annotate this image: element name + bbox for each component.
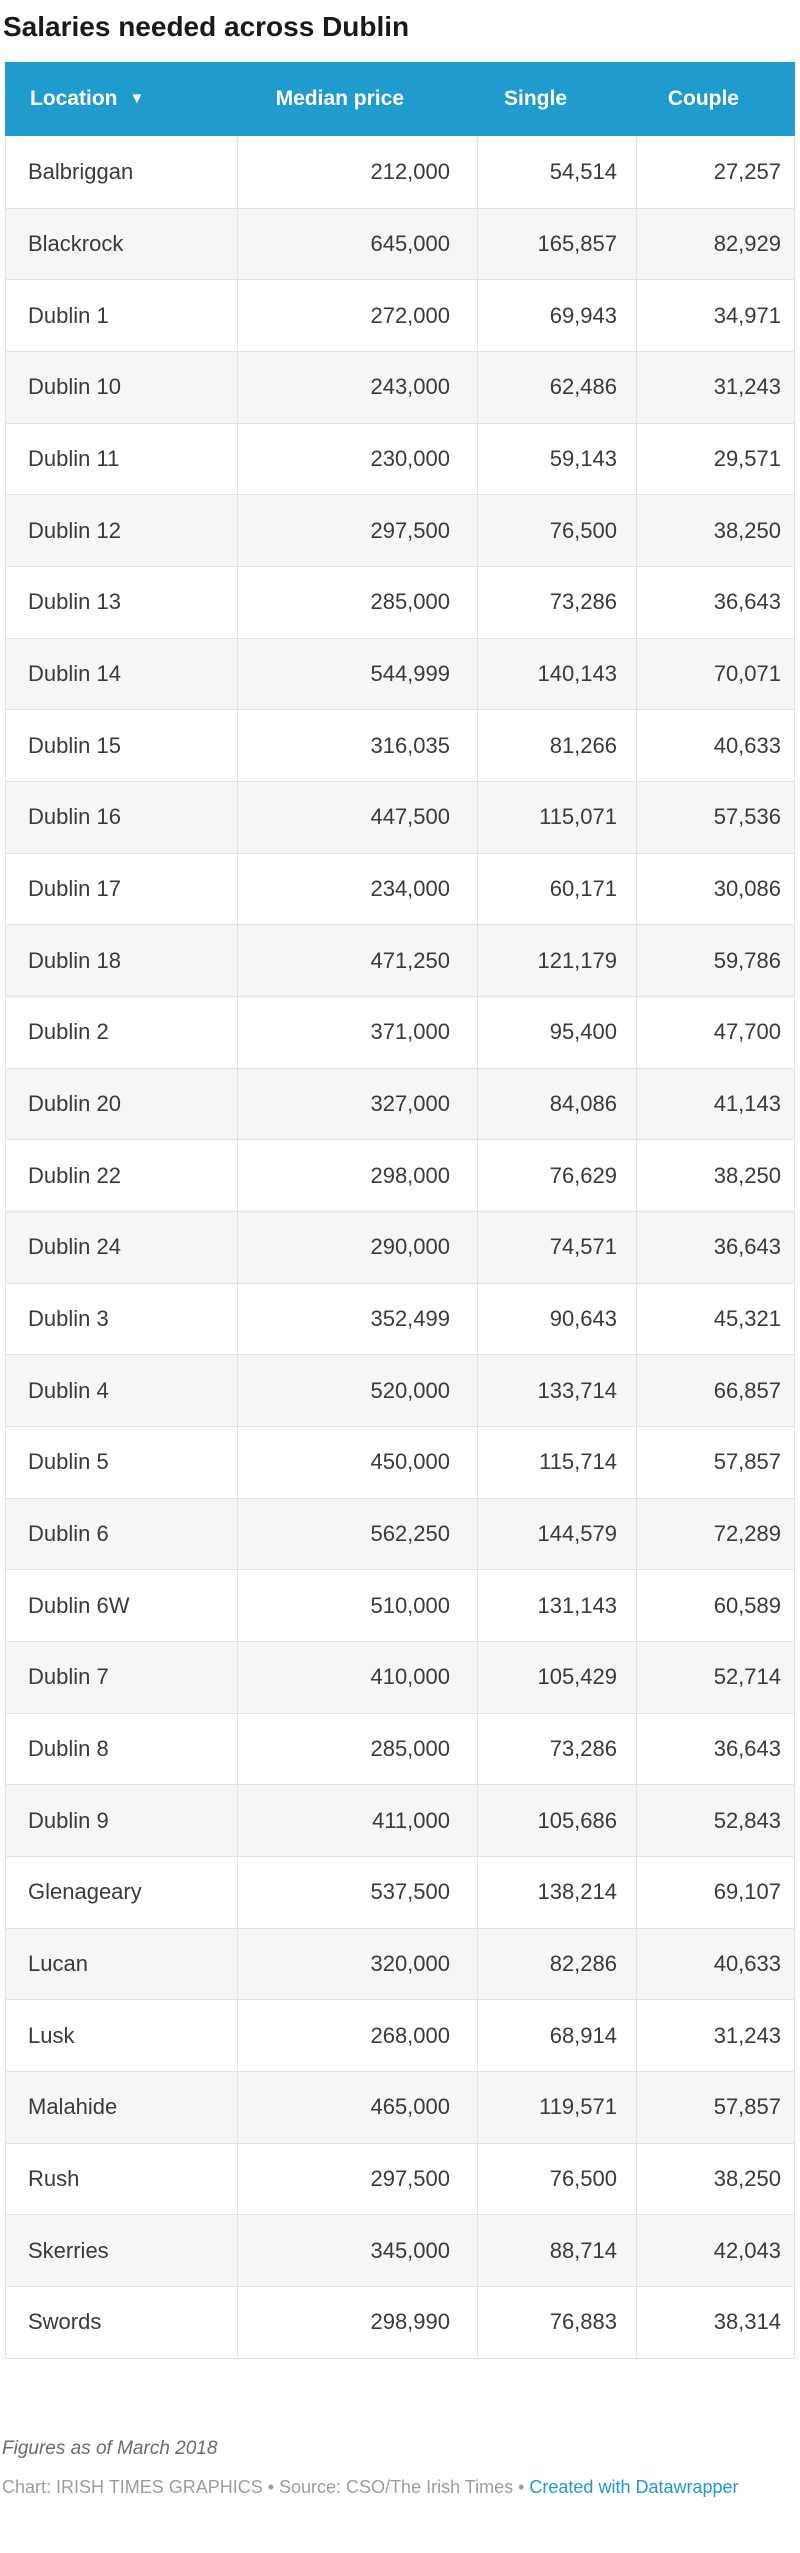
cell-couple: 30,086 xyxy=(713,876,781,902)
table-row xyxy=(6,996,794,1068)
cell-couple: 36,643 xyxy=(713,1736,781,1762)
table-header-row xyxy=(5,62,795,136)
cell-single: 144,579 xyxy=(478,1499,637,1570)
table-row xyxy=(6,494,794,566)
cell-median-price: 320,000 xyxy=(238,1929,478,2000)
cell-couple: 52,714 xyxy=(713,1664,781,1690)
cell-median-price: 316,035 xyxy=(238,710,478,781)
cell-location: Dublin 3 xyxy=(6,1284,238,1355)
cell-location: Dublin 17 xyxy=(6,854,238,925)
table-row xyxy=(6,1139,794,1211)
cell-median-price: 212,000 xyxy=(238,136,478,208)
cell-location: Skerries xyxy=(6,2215,238,2286)
datawrapper-link[interactable]: Created with Datawrapper xyxy=(529,2476,739,2497)
cell-couple: 45,321 xyxy=(713,1306,781,1332)
table-row xyxy=(6,351,794,423)
cell-single: 90,643 xyxy=(478,1284,637,1355)
cell-median-price: 562,250 xyxy=(238,1499,478,1570)
table-row xyxy=(6,208,794,280)
cell-location: Malahide xyxy=(6,2072,238,2143)
cell-location: Dublin 1 xyxy=(6,280,238,351)
cell-location: Dublin 16 xyxy=(6,782,238,853)
cell-single: 68,914 xyxy=(478,2000,637,2071)
cell-median-price: 298,000 xyxy=(238,1140,478,1211)
cell-single: 74,571 xyxy=(478,1212,637,1283)
cell-couple: 41,143 xyxy=(713,1091,781,1117)
table-row xyxy=(6,1713,794,1785)
cell-location: Dublin 6 xyxy=(6,1499,238,1570)
cell-median-price: 285,000 xyxy=(238,1714,478,1785)
salaries-table xyxy=(5,62,795,2359)
column-header-location[interactable] xyxy=(5,87,238,111)
cell-location: Dublin 5 xyxy=(6,1427,238,1498)
table-row xyxy=(6,1999,794,2071)
cell-median-price: 290,000 xyxy=(238,1212,478,1283)
table-row xyxy=(6,781,794,853)
cell-location: Dublin 10 xyxy=(6,352,238,423)
cell-location: Dublin 12 xyxy=(6,495,238,566)
cell-median-price: 410,000 xyxy=(238,1642,478,1713)
table-row xyxy=(6,279,794,351)
cell-couple: 72,289 xyxy=(713,1521,781,1547)
cell-couple: 60,589 xyxy=(713,1592,781,1618)
cell-single: 138,214 xyxy=(478,1857,637,1928)
table-row xyxy=(6,1784,794,1856)
cell-median-price: 230,000 xyxy=(238,424,478,495)
column-header-single[interactable]: Single xyxy=(503,87,567,110)
cell-couple: 52,843 xyxy=(713,1807,781,1833)
sort-desc-icon[interactable]: ▼ xyxy=(129,90,145,107)
cell-couple: 31,243 xyxy=(713,2022,781,2048)
table-row xyxy=(6,1498,794,1570)
cell-single: 105,429 xyxy=(478,1642,637,1713)
datawrapper-table-chart xyxy=(0,10,800,2501)
footnote: Figures as of March 2018 xyxy=(2,2437,218,2459)
cell-couple: 27,257 xyxy=(713,158,781,184)
cell-couple: 40,633 xyxy=(713,1951,781,1977)
cell-single: 60,171 xyxy=(478,854,637,925)
table-row xyxy=(6,566,794,638)
table-row xyxy=(6,2286,794,2358)
cell-couple: 57,857 xyxy=(713,2094,781,2120)
table-row xyxy=(6,638,794,710)
chart-footer xyxy=(2,2437,782,2501)
table-row xyxy=(6,1641,794,1713)
table-row xyxy=(6,1856,794,1928)
cell-median-price: 298,990 xyxy=(238,2287,478,2358)
cell-single: 73,286 xyxy=(478,1714,637,1785)
cell-couple: 36,643 xyxy=(713,589,781,615)
cell-location: Dublin 15 xyxy=(6,710,238,781)
cell-location: Glenageary xyxy=(6,1857,238,1928)
cell-couple: 34,971 xyxy=(713,302,781,328)
cell-couple: 36,643 xyxy=(713,1234,781,1260)
table-row xyxy=(6,1426,794,1498)
cell-couple: 57,857 xyxy=(713,1449,781,1475)
cell-median-price: 537,500 xyxy=(238,1857,478,1928)
cell-location: Dublin 13 xyxy=(6,567,238,638)
cell-single: 95,400 xyxy=(478,997,637,1068)
cell-median-price: 272,000 xyxy=(238,280,478,351)
cell-couple: 66,857 xyxy=(713,1377,781,1403)
cell-couple: 38,250 xyxy=(713,2166,781,2192)
cell-median-price: 520,000 xyxy=(238,1355,478,1426)
cell-median-price: 447,500 xyxy=(238,782,478,853)
cell-single: 82,286 xyxy=(478,1929,637,2000)
credit-line xyxy=(2,2473,777,2501)
cell-location: Dublin 18 xyxy=(6,925,238,996)
cell-couple: 47,700 xyxy=(713,1019,781,1045)
cell-single: 54,514 xyxy=(478,136,637,208)
chart-title: Salaries needed across Dublin xyxy=(3,11,410,42)
cell-couple: 70,071 xyxy=(713,661,781,687)
cell-median-price: 411,000 xyxy=(238,1785,478,1856)
cell-single: 76,500 xyxy=(478,2144,637,2215)
cell-location: Dublin 14 xyxy=(6,639,238,710)
cell-median-price: 327,000 xyxy=(238,1069,478,1140)
column-header-location-label: Location xyxy=(30,87,118,110)
cell-single: 73,286 xyxy=(478,567,637,638)
table-row xyxy=(6,1283,794,1355)
table-row xyxy=(6,2143,794,2215)
cell-couple: 29,571 xyxy=(713,446,781,472)
cell-median-price: 234,000 xyxy=(238,854,478,925)
cell-location: Dublin 22 xyxy=(6,1140,238,1211)
cell-location: Dublin 4 xyxy=(6,1355,238,1426)
cell-median-price: 345,000 xyxy=(238,2215,478,2286)
column-header-couple[interactable]: Couple xyxy=(667,87,739,110)
cell-couple: 40,633 xyxy=(713,732,781,758)
cell-couple: 69,107 xyxy=(713,1879,781,1905)
cell-couple: 31,243 xyxy=(713,374,781,400)
cell-single: 81,266 xyxy=(478,710,637,781)
cell-single: 105,686 xyxy=(478,1785,637,1856)
cell-location: Dublin 9 xyxy=(6,1785,238,1856)
cell-location: Lucan xyxy=(6,1929,238,2000)
cell-couple: 57,536 xyxy=(713,804,781,830)
cell-location: Dublin 7 xyxy=(6,1642,238,1713)
cell-location: Blackrock xyxy=(6,209,238,280)
cell-location: Dublin 2 xyxy=(6,997,238,1068)
cell-location: Dublin 6W xyxy=(6,1570,238,1641)
cell-median-price: 297,500 xyxy=(238,2144,478,2215)
cell-single: 119,571 xyxy=(478,2072,637,2143)
cell-single: 140,143 xyxy=(478,639,637,710)
cell-median-price: 352,499 xyxy=(238,1284,478,1355)
cell-location: Dublin 24 xyxy=(6,1212,238,1283)
cell-median-price: 510,000 xyxy=(238,1570,478,1641)
cell-couple: 59,786 xyxy=(713,947,781,973)
table-row xyxy=(6,1928,794,2000)
cell-single: 76,629 xyxy=(478,1140,637,1211)
cell-median-price: 297,500 xyxy=(238,495,478,566)
cell-median-price: 450,000 xyxy=(238,1427,478,1498)
cell-location: Balbriggan xyxy=(6,136,238,208)
cell-median-price: 243,000 xyxy=(238,352,478,423)
cell-couple: 38,250 xyxy=(713,1162,781,1188)
cell-single: 69,943 xyxy=(478,280,637,351)
table-row xyxy=(6,1569,794,1641)
table-row xyxy=(6,1354,794,1426)
table-row xyxy=(6,2071,794,2143)
cell-median-price: 544,999 xyxy=(238,639,478,710)
cell-median-price: 371,000 xyxy=(238,997,478,1068)
cell-median-price: 285,000 xyxy=(238,567,478,638)
cell-location: Dublin 20 xyxy=(6,1069,238,1140)
cell-single: 62,486 xyxy=(478,352,637,423)
cell-single: 76,500 xyxy=(478,495,637,566)
cell-single: 84,086 xyxy=(478,1069,637,1140)
cell-single: 115,071 xyxy=(478,782,637,853)
cell-location: Dublin 8 xyxy=(6,1714,238,1785)
cell-single: 76,883 xyxy=(478,2287,637,2358)
cell-location: Dublin 11 xyxy=(6,424,238,495)
table-row xyxy=(6,709,794,781)
cell-single: 165,857 xyxy=(478,209,637,280)
cell-single: 133,714 xyxy=(478,1355,637,1426)
table-row xyxy=(6,2214,794,2286)
credit-text: Chart: IRISH TIMES GRAPHICS • Source: CSO/The Irish Times • xyxy=(2,2476,530,2497)
table-body xyxy=(5,136,795,2359)
cell-median-price: 471,250 xyxy=(238,925,478,996)
table-row xyxy=(6,423,794,495)
cell-couple: 42,043 xyxy=(713,2237,781,2263)
cell-location: Swords xyxy=(6,2287,238,2358)
cell-median-price: 645,000 xyxy=(238,209,478,280)
cell-single: 121,179 xyxy=(478,925,637,996)
table-row xyxy=(6,924,794,996)
cell-location: Rush xyxy=(6,2144,238,2215)
table-row xyxy=(6,136,794,208)
cell-median-price: 268,000 xyxy=(238,2000,478,2071)
table-row xyxy=(6,1068,794,1140)
cell-median-price: 465,000 xyxy=(238,2072,478,2143)
column-header-median-price[interactable]: Median price xyxy=(275,87,404,110)
cell-location: Lusk xyxy=(6,2000,238,2071)
cell-couple: 82,929 xyxy=(713,231,781,256)
cell-single: 88,714 xyxy=(478,2215,637,2286)
table-row xyxy=(6,853,794,925)
table-row xyxy=(6,1211,794,1283)
cell-single: 115,714 xyxy=(478,1427,637,1498)
cell-couple: 38,314 xyxy=(713,2309,781,2335)
cell-single: 59,143 xyxy=(478,424,637,495)
cell-couple: 38,250 xyxy=(713,517,781,543)
cell-single: 131,143 xyxy=(478,1570,637,1641)
